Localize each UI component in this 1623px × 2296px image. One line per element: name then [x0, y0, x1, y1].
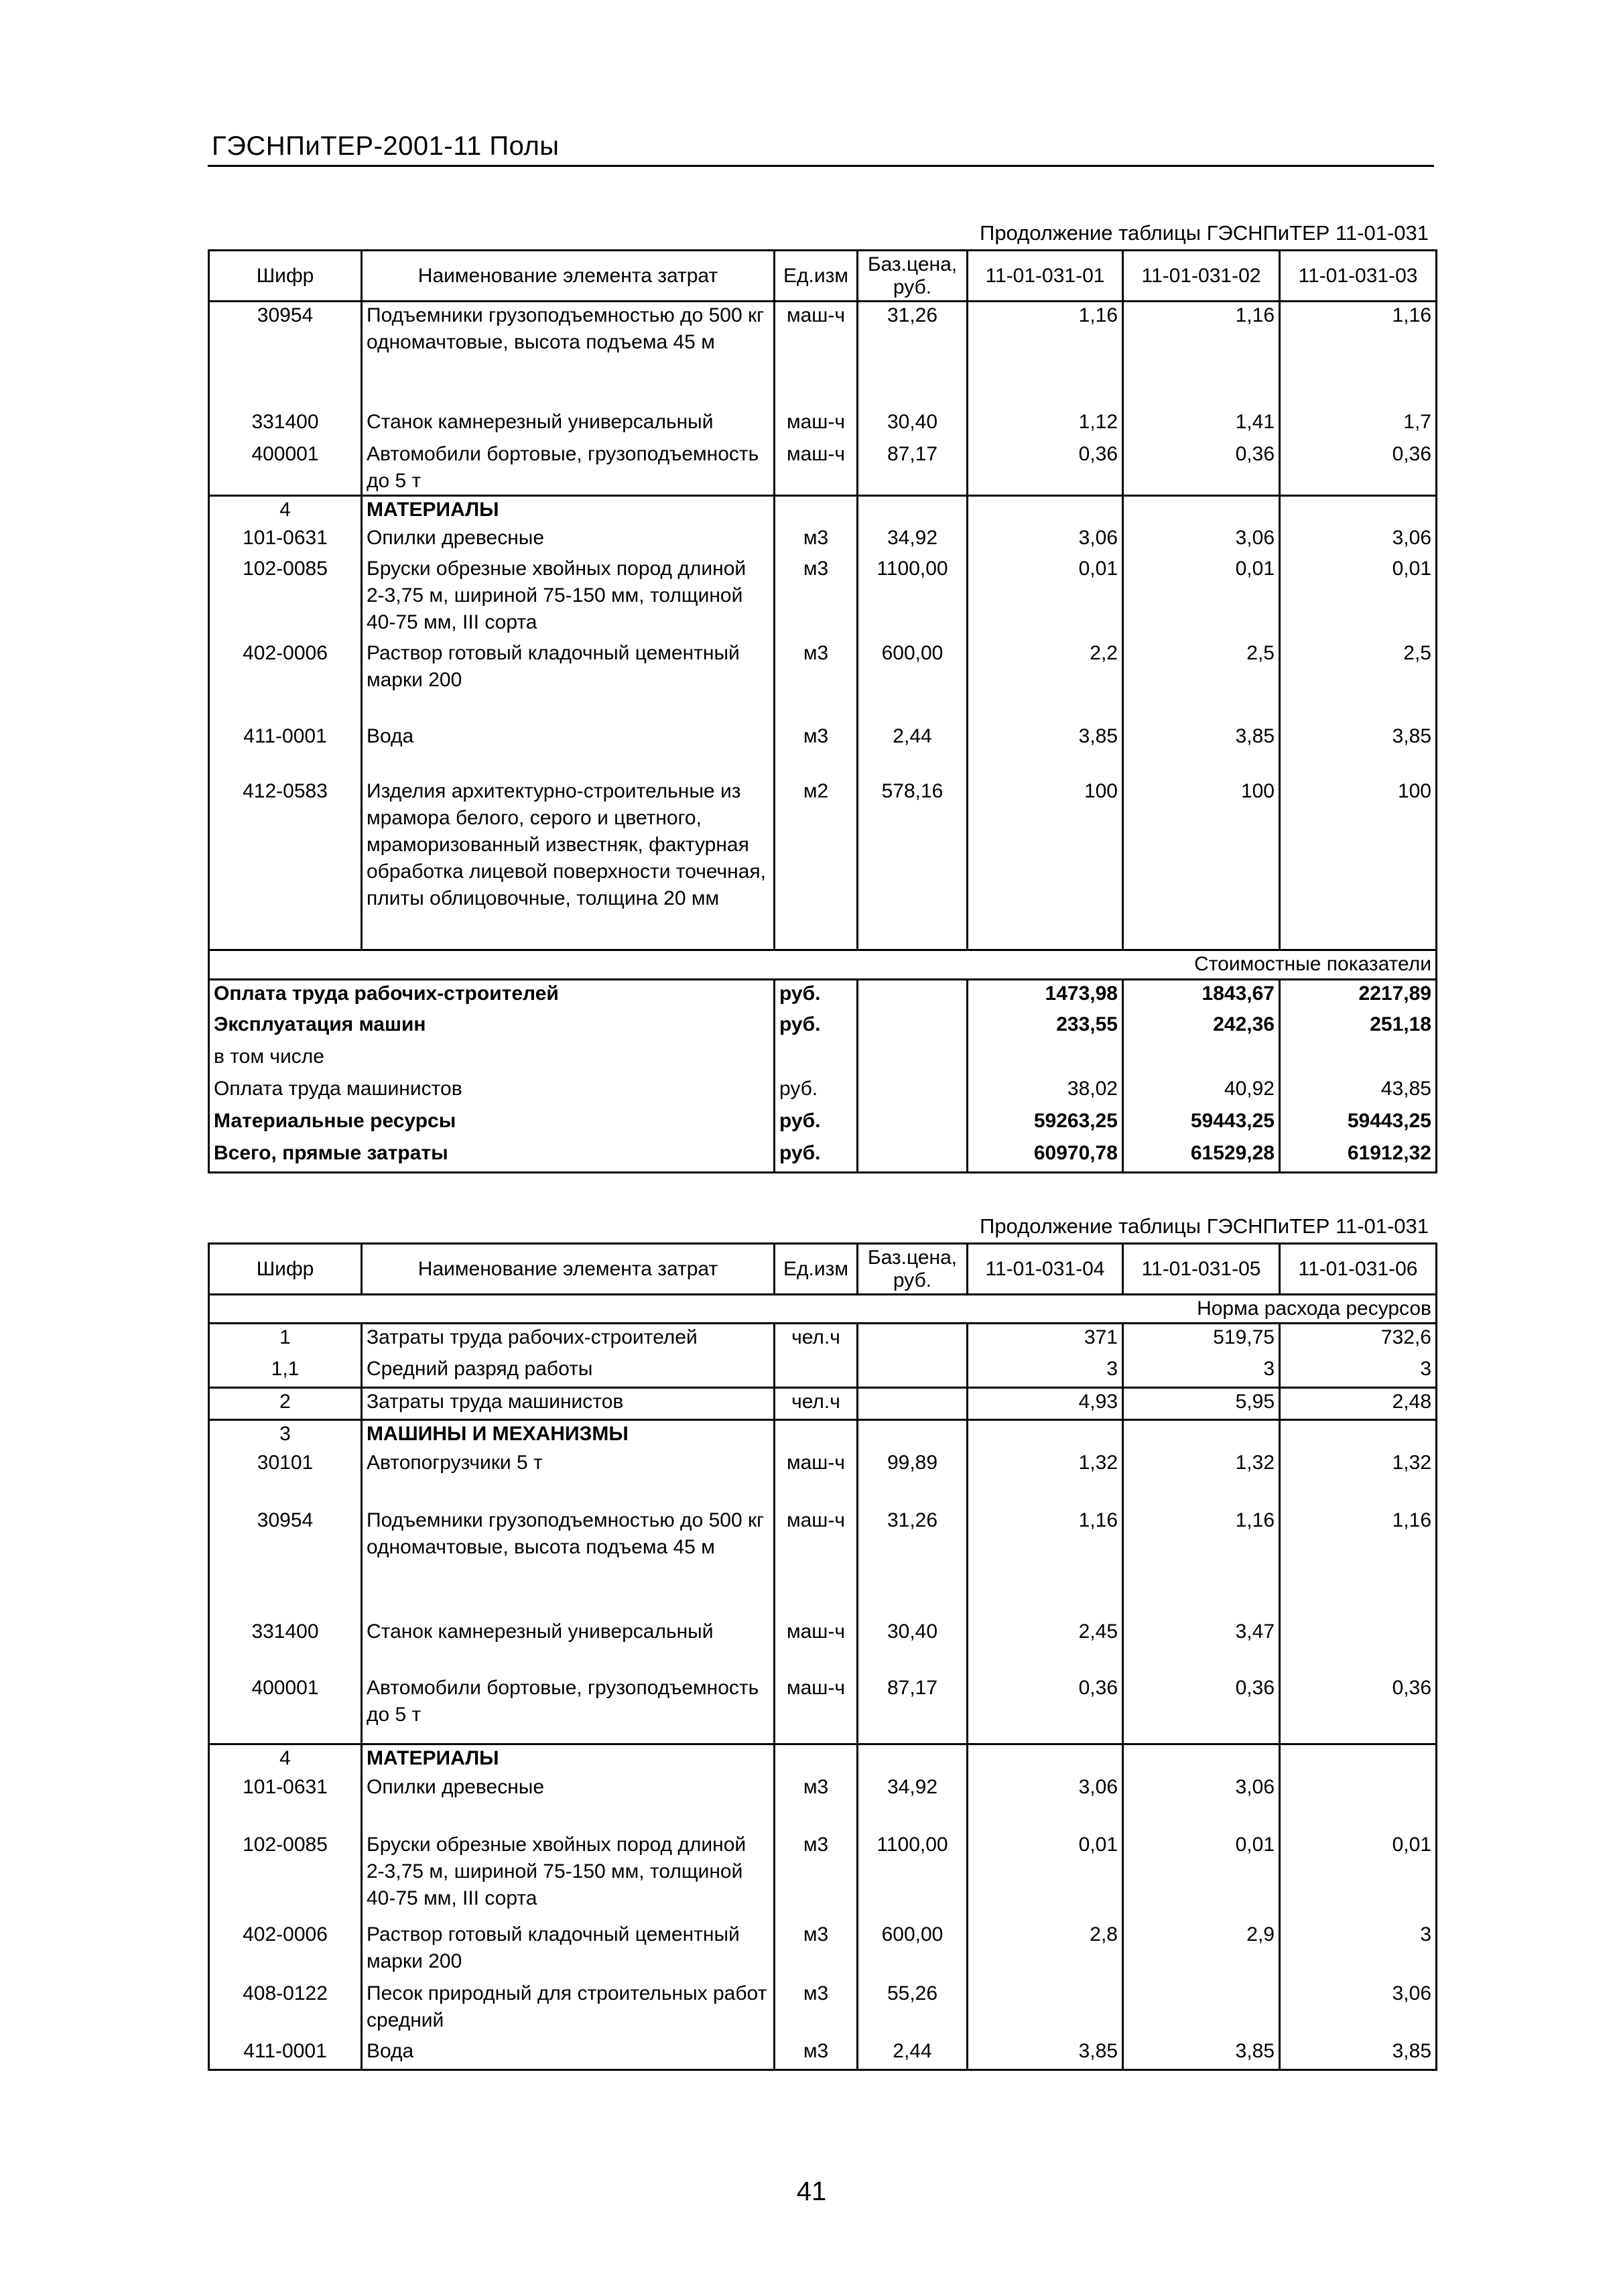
cost-name: Материальные ресурсы: [209, 1108, 775, 1140]
unit-cell: чел.ч: [775, 1388, 858, 1420]
col-header: Баз.цена, руб.: [858, 1244, 968, 1295]
value-cell: 3,06: [1123, 1774, 1280, 1832]
name-cell: Раствор готовый кладочный цементный марки 200: [362, 640, 775, 723]
value-cell: 1,32: [1280, 1450, 1437, 1507]
value-cell: 61912,32: [1280, 1140, 1437, 1172]
unit-cell: м3: [775, 525, 858, 556]
code-cell: 102-0085: [209, 556, 362, 640]
name-cell: Станок камнерезный универсальный: [362, 409, 775, 441]
page-header: ГЭСНПиТЕР-2001-11 Полы: [212, 131, 560, 161]
table-row: [209, 1980, 1437, 2038]
unit-cell: маш-ч: [775, 1507, 858, 1618]
code-cell: 101-0631: [209, 1774, 362, 1832]
col-header: Ед.изм: [775, 251, 858, 302]
name-cell: Опилки древесные: [362, 525, 775, 556]
name-cell: Подъемники грузоподъемностью до 500 кг одномачтовые, высота подъема 45 м: [362, 302, 775, 409]
value-cell: 1,7: [1280, 409, 1437, 441]
page-number: 41: [796, 2177, 827, 2206]
value-cell: 59263,25: [968, 1108, 1123, 1140]
price-cell: 600,00: [858, 640, 968, 723]
table-row: [209, 409, 1437, 441]
value-cell: 3: [1280, 1356, 1437, 1388]
table-row: [209, 778, 1437, 950]
name-cell: Подъемники грузоподъемностью до 500 кг одномачтовые, высота подъема 45 м: [362, 1507, 775, 1618]
value-cell: 0,36: [968, 441, 1123, 496]
name-cell: Вода: [362, 723, 775, 778]
value-cell: 1,41: [1123, 409, 1280, 441]
value-cell: 3,85: [968, 2038, 1123, 2070]
value-cell: 3: [1123, 1356, 1280, 1388]
name-cell: Автомобили бортовые, грузоподъемность до 5 т: [362, 441, 775, 496]
value-cell: 61529,28: [1123, 1140, 1280, 1172]
table-row: [209, 441, 1437, 496]
name-cell: Средний разряд работы: [362, 1356, 775, 1388]
unit-cell: чел.ч: [775, 1324, 858, 1356]
continuation-caption: Продолжение таблицы ГЭСНПиТЕР 11-01-031: [980, 221, 1429, 245]
value-cell: 1,32: [1123, 1450, 1280, 1507]
price-cell: [858, 1388, 968, 1420]
value-cell: 1,16: [1123, 302, 1280, 409]
unit-cell: маш-ч: [775, 302, 858, 409]
value-cell: 0,01: [1123, 1832, 1280, 1921]
value-cell: 3,06: [968, 525, 1123, 556]
price-cell: 2,44: [858, 2038, 968, 2070]
value-cell: 40,92: [1123, 1076, 1280, 1108]
table-row: [209, 1618, 1437, 1675]
col-header: Наименование элемента затрат: [362, 1244, 775, 1295]
code-cell: 331400: [209, 1618, 362, 1675]
price-cell: [858, 1324, 968, 1356]
code-cell: 402-0006: [209, 1921, 362, 1980]
table-row: [209, 1832, 1437, 1921]
col-header: 11-01-031-06: [1280, 1244, 1437, 1295]
unit-cell: маш-ч: [775, 441, 858, 496]
code-cell: 30954: [209, 302, 362, 409]
unit-cell: м3: [775, 1921, 858, 1980]
value-cell: 3,85: [968, 723, 1123, 778]
value-cell: 1,16: [1280, 302, 1437, 409]
value-cell: 3,06: [1280, 525, 1437, 556]
value-cell: 4,93: [968, 1388, 1123, 1420]
col-header: Шифр: [209, 251, 362, 302]
cost-unit: руб.: [775, 1076, 858, 1108]
value-cell: 3,06: [968, 1774, 1123, 1832]
unit-cell: м3: [775, 1832, 858, 1921]
table-row: [209, 556, 1437, 640]
table-header-row: [209, 251, 1437, 302]
value-cell: 1843,67: [1123, 979, 1280, 1011]
col-header: Наименование элемента затрат: [362, 251, 775, 302]
col-header: 11-01-031-03: [1280, 251, 1437, 302]
price-cell: 578,16: [858, 778, 968, 950]
value-cell: [968, 1980, 1123, 2038]
col-header: 11-01-031-05: [1123, 1244, 1280, 1295]
code-cell: 101-0631: [209, 525, 362, 556]
table-row: [209, 1388, 1437, 1420]
section-title: МАТЕРИАЛЫ: [362, 495, 775, 525]
value-cell: 3,85: [1280, 723, 1437, 778]
cost-unit: руб.: [775, 1140, 858, 1172]
code-cell: 2: [209, 1388, 362, 1420]
value-cell: 2,8: [968, 1921, 1123, 1980]
unit-cell: м2: [775, 778, 858, 950]
value-cell: 59443,25: [1280, 1108, 1437, 1140]
name-cell: Автопогрузчики 5 т: [362, 1450, 775, 1507]
code-cell: 3: [209, 1420, 362, 1450]
name-cell: Изделия архитектурно-строительные из мрамора белого, серого и цветного, мраморизованный известняк, фактурная обработка лицевой поверхности точечная, плиты облицовочные, толщина 20 мм: [362, 778, 775, 950]
cost-row: [209, 1011, 1437, 1043]
resource-table-1: [208, 249, 1437, 1173]
table-header-row: [209, 1244, 1437, 1295]
table-row: [209, 2038, 1437, 2070]
col-header: Ед.изм: [775, 1244, 858, 1295]
value-cell: 519,75: [1123, 1324, 1280, 1356]
unit-cell: маш-ч: [775, 409, 858, 441]
name-cell: Затраты труда рабочих-строителей: [362, 1324, 775, 1356]
table-row: [209, 1507, 1437, 1618]
price-cell: 87,17: [858, 441, 968, 496]
table-row: [209, 1675, 1437, 1744]
value-cell: 371: [968, 1324, 1123, 1356]
price-cell: 1100,00: [858, 1832, 968, 1921]
value-cell: 251,18: [1280, 1011, 1437, 1043]
price-cell: 30,40: [858, 409, 968, 441]
cost-name: Всего, прямые затраты: [209, 1140, 775, 1172]
code-cell: 400001: [209, 441, 362, 496]
unit-cell: м3: [775, 2038, 858, 2070]
price-cell: 34,92: [858, 525, 968, 556]
cost-unit: руб.: [775, 1011, 858, 1043]
code-cell: 411-0001: [209, 723, 362, 778]
price-cell: 600,00: [858, 1921, 968, 1980]
value-cell: 100: [1280, 778, 1437, 950]
value-cell: 1,16: [968, 1507, 1123, 1618]
value-cell: 3,47: [1123, 1618, 1280, 1675]
cost-header-row: [209, 950, 1437, 979]
code-cell: 4: [209, 1744, 362, 1774]
cost-unit: руб.: [775, 1108, 858, 1140]
header-rule: [208, 165, 1434, 167]
table-row: [209, 640, 1437, 723]
cost-name: в том числе: [209, 1043, 775, 1076]
cost-row: [209, 1043, 1437, 1076]
table-row: [209, 1324, 1437, 1356]
name-cell: Песок природный для строительных работ средний: [362, 1980, 775, 2038]
value-cell: 2,2: [968, 640, 1123, 723]
name-cell: Раствор готовый кладочный цементный марки 200: [362, 1921, 775, 1980]
code-cell: 1,1: [209, 1356, 362, 1388]
value-cell: [1123, 1980, 1280, 2038]
price-cell: [858, 1356, 968, 1388]
code-cell: 30954: [209, 1507, 362, 1618]
unit-cell: маш-ч: [775, 1675, 858, 1744]
value-cell: 43,85: [1280, 1076, 1437, 1108]
code-cell: 411-0001: [209, 2038, 362, 2070]
value-cell: 0,01: [968, 1832, 1123, 1921]
price-cell: 1100,00: [858, 556, 968, 640]
col-header: 11-01-031-01: [968, 251, 1123, 302]
value-cell: 38,02: [968, 1076, 1123, 1108]
cost-row: [209, 1076, 1437, 1108]
code-cell: 331400: [209, 409, 362, 441]
cost-name: Оплата труда машинистов: [209, 1076, 775, 1108]
value-cell: 3,85: [1280, 2038, 1437, 2070]
price-cell: 87,17: [858, 1675, 968, 1744]
unit-cell: маш-ч: [775, 1450, 858, 1507]
value-cell: 1,16: [1280, 1507, 1437, 1618]
value-cell: 1,12: [968, 409, 1123, 441]
price-cell: 31,26: [858, 302, 968, 409]
name-cell: Бруски обрезные хвойных пород длиной 2-3,75 м, шириной 75-150 мм, толщиной 40-75 мм, III сорта: [362, 556, 775, 640]
value-cell: 0,36: [1123, 441, 1280, 496]
col-header: 11-01-031-04: [968, 1244, 1123, 1295]
value-cell: 732,6: [1280, 1324, 1437, 1356]
cost-name: Эксплуатация машин: [209, 1011, 775, 1043]
price-cell: 34,92: [858, 1774, 968, 1832]
value-cell: 0,36: [968, 1675, 1123, 1744]
name-cell: Станок камнерезный универсальный: [362, 1618, 775, 1675]
section-row: [209, 1744, 1437, 1774]
continuation-caption: Продолжение таблицы ГЭСНПиТЕР 11-01-031: [980, 1214, 1429, 1238]
unit-cell: м3: [775, 640, 858, 723]
value-cell: 0,01: [1280, 1832, 1437, 1921]
value-cell: 100: [968, 778, 1123, 950]
code-cell: 102-0085: [209, 1832, 362, 1921]
value-cell: 2,45: [968, 1618, 1123, 1675]
value-cell: 3: [1280, 1921, 1437, 1980]
price-cell: 55,26: [858, 1980, 968, 2038]
name-cell: Опилки древесные: [362, 1774, 775, 1832]
col-header: Шифр: [209, 1244, 362, 1295]
value-cell: 3,85: [1123, 2038, 1280, 2070]
value-cell: 2217,89: [1280, 979, 1437, 1011]
value-cell: 2,9: [1123, 1921, 1280, 1980]
value-cell: 1,32: [968, 1450, 1123, 1507]
value-cell: 2,5: [1280, 640, 1437, 723]
table-row: [209, 723, 1437, 778]
value-cell: 0,01: [1280, 556, 1437, 640]
unit-cell: м3: [775, 723, 858, 778]
table-row: [209, 302, 1437, 409]
code-cell: 4: [209, 495, 362, 525]
resource-table-2: [208, 1242, 1437, 2071]
value-cell: [1280, 1774, 1437, 1832]
value-cell: 0,36: [1123, 1675, 1280, 1744]
section-title: МАТЕРИАЛЫ: [362, 1744, 775, 1774]
value-cell: 0,01: [1123, 556, 1280, 640]
code-cell: 412-0583: [209, 778, 362, 950]
value-cell: 100: [1123, 778, 1280, 950]
code-cell: 30101: [209, 1450, 362, 1507]
code-cell: 1: [209, 1324, 362, 1356]
value-cell: 0,36: [1280, 1675, 1437, 1744]
code-cell: 402-0006: [209, 640, 362, 723]
price-cell: 2,44: [858, 723, 968, 778]
value-cell: 3: [968, 1356, 1123, 1388]
value-cell: 5,95: [1123, 1388, 1280, 1420]
value-cell: 233,55: [968, 1011, 1123, 1043]
cost-row: [209, 1108, 1437, 1140]
unit-cell: маш-ч: [775, 1618, 858, 1675]
table-row: [209, 1450, 1437, 1507]
value-cell: 2,5: [1123, 640, 1280, 723]
cost-header: Стоимостные показатели: [209, 950, 1437, 979]
table-row: [209, 1921, 1437, 1980]
table-row: [209, 525, 1437, 556]
value-cell: 3,85: [1123, 723, 1280, 778]
cost-unit: руб.: [775, 979, 858, 1011]
unit-cell: м3: [775, 1980, 858, 2038]
cost-name: Оплата труда рабочих-строителей: [209, 979, 775, 1011]
value-cell: 242,36: [1123, 1011, 1280, 1043]
value-cell: [1280, 1618, 1437, 1675]
code-cell: 408-0122: [209, 1980, 362, 2038]
unit-cell: [775, 1356, 858, 1388]
value-cell: 59443,25: [1123, 1108, 1280, 1140]
name-cell: Вода: [362, 2038, 775, 2070]
value-cell: 0,36: [1280, 441, 1437, 496]
value-cell: 1473,98: [968, 979, 1123, 1011]
cost-row: [209, 979, 1437, 1011]
cost-row: [209, 1140, 1437, 1172]
section-row: [209, 495, 1437, 525]
price-cell: 99,89: [858, 1450, 968, 1507]
value-cell: 0,01: [968, 556, 1123, 640]
norm-header: Норма расхода ресурсов: [209, 1295, 1437, 1324]
price-cell: 30,40: [858, 1618, 968, 1675]
value-cell: 1,16: [1123, 1507, 1280, 1618]
section-row: [209, 1420, 1437, 1450]
value-cell: 3,06: [1280, 1980, 1437, 2038]
unit-cell: м3: [775, 1774, 858, 1832]
price-cell: 31,26: [858, 1507, 968, 1618]
value-cell: 1,16: [968, 302, 1123, 409]
code-cell: 400001: [209, 1675, 362, 1744]
table-row: [209, 1356, 1437, 1388]
norm-header-row: [209, 1295, 1437, 1324]
value-cell: 2,48: [1280, 1388, 1437, 1420]
value-cell: 3,06: [1123, 525, 1280, 556]
table-row: [209, 1774, 1437, 1832]
name-cell: Бруски обрезные хвойных пород длиной 2-3,75 м, шириной 75-150 мм, толщиной 40-75 мм, III сорта: [362, 1832, 775, 1921]
value-cell: 60970,78: [968, 1140, 1123, 1172]
unit-cell: м3: [775, 556, 858, 640]
section-title: МАШИНЫ И МЕХАНИЗМЫ: [362, 1420, 775, 1450]
col-header: Баз.цена, руб.: [858, 251, 968, 302]
name-cell: Затраты труда машинистов: [362, 1388, 775, 1420]
name-cell: Автомобили бортовые, грузоподъемность до 5 т: [362, 1675, 775, 1744]
col-header: 11-01-031-02: [1123, 251, 1280, 302]
